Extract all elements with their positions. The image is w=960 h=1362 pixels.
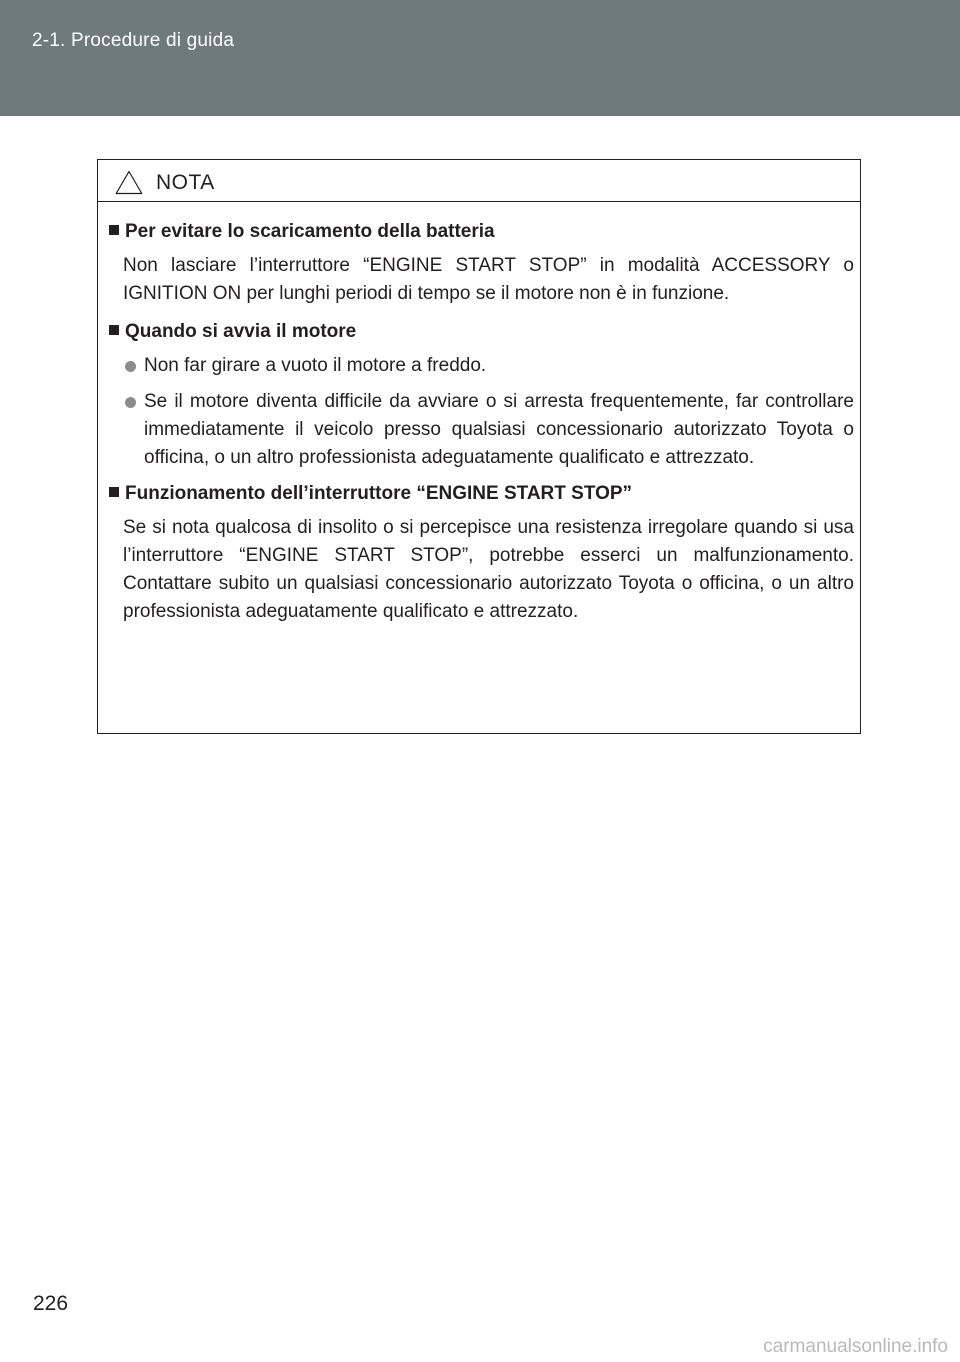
section-switch-operation xyxy=(108,480,854,626)
note-header xyxy=(98,160,860,202)
note-body xyxy=(108,218,854,636)
section-heading-text: Quando si avvia il motore xyxy=(125,321,357,342)
section-title: 2-1. Procedure di guida xyxy=(32,30,235,51)
section-paragraph: Se si nota qualcosa di insolito o si percepisce una resistenza irregolare quando si usa l’interruttore “ENGINE START STOP”, potrebbe esserci un malfunzionamento. Contattare subito un qualsiasi concessionario autorizzato Toyota o officina, o un altro professionista adeguatamente qualificato e attrezzato. xyxy=(123,517,854,622)
note-title: NOTA xyxy=(156,171,215,194)
square-bullet-icon xyxy=(109,487,119,497)
section-battery xyxy=(108,218,854,308)
section-heading xyxy=(108,480,854,507)
round-bullet-icon xyxy=(125,361,136,372)
list-item-text: Se il motore diventa difficile da avviare o si arresta frequentemente, far controllare immediatamente il veicolo presso qualsiasi concessionario autorizzato Toyota o officina, o un altro professionista adeguatamente qualificato e attrezzato. xyxy=(144,391,854,468)
section-heading-text: Per evitare lo scaricamento della batteria xyxy=(125,221,495,242)
section-heading xyxy=(108,318,854,345)
square-bullet-icon xyxy=(109,225,119,235)
square-bullet-icon xyxy=(109,325,119,335)
round-bullet-icon xyxy=(125,397,136,408)
list-item-text: Non far girare a vuoto il motore a freddo. xyxy=(144,355,487,376)
section-heading xyxy=(108,218,854,245)
list-item xyxy=(108,352,854,380)
watermark: carmanualsonline.info xyxy=(763,1336,948,1357)
warning-triangle-icon xyxy=(115,170,143,195)
header-band xyxy=(0,0,960,116)
note-box xyxy=(97,159,861,734)
section-heading-text: Funzionamento dell’interruttore “ENGINE START STOP” xyxy=(125,483,633,504)
page-number: 226 xyxy=(33,1292,69,1315)
section-engine-start xyxy=(108,318,854,472)
section-paragraph: Non lasciare l’interruttore “ENGINE START STOP” in modalità ACCESSORY o IGNITION ON per lunghi periodi di tempo se il motore non è in funzione. xyxy=(123,255,854,304)
list-item xyxy=(108,388,854,472)
